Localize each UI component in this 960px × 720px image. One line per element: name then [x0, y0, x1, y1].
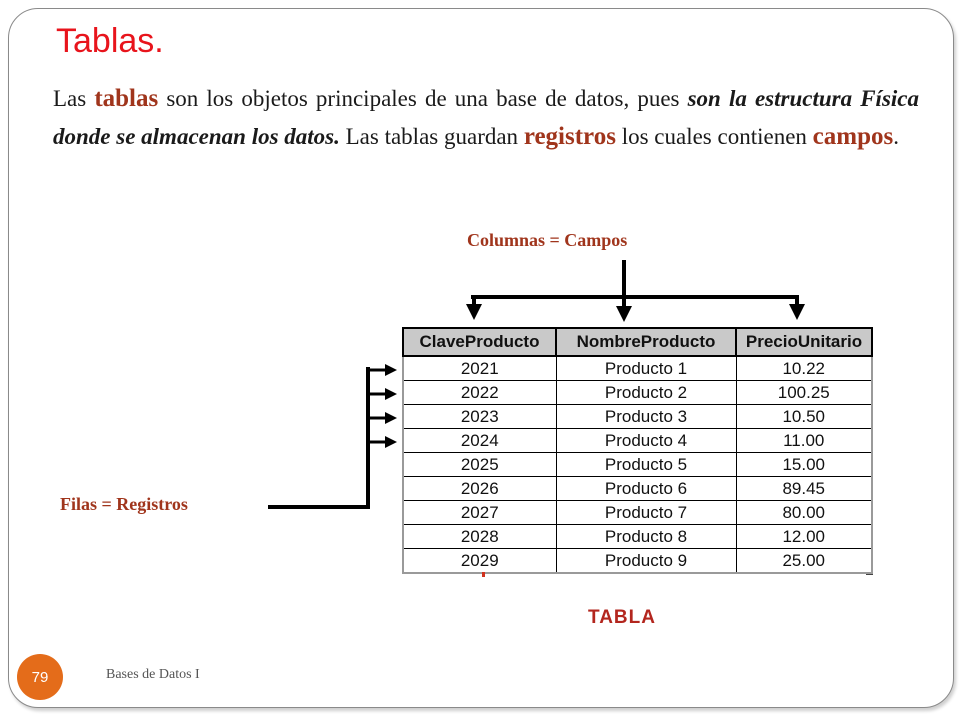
cell-clave: 2023	[403, 405, 556, 429]
table-row	[403, 453, 872, 477]
page-number: 79	[31, 668, 49, 686]
para-emphasis: son la estructura Física donde se almacenan los datos.	[53, 86, 920, 149]
column-arrows	[471, 260, 799, 318]
cell-nombre: Producto 9	[556, 549, 736, 574]
para-term-registros: registros	[523, 123, 616, 150]
table-row	[403, 356, 872, 381]
table-header-row	[403, 328, 872, 356]
para-text-5: .	[893, 124, 899, 149]
cell-precio: 12.00	[736, 525, 872, 549]
table-row	[403, 381, 872, 405]
red-tick-mark	[482, 572, 485, 577]
table-row	[403, 525, 872, 549]
cell-clave: 2029	[403, 549, 556, 574]
dash-mark	[866, 574, 873, 575]
table-row	[403, 501, 872, 525]
cell-nombre: Producto 1	[556, 356, 736, 381]
products-table	[402, 327, 873, 574]
header-nombre-producto: NombreProducto	[556, 328, 736, 356]
cell-precio: 89.45	[736, 477, 872, 501]
footer-text: Bases de Datos I	[106, 667, 200, 682]
cell-precio: 11.00	[736, 429, 872, 453]
cell-clave: 2022	[403, 381, 556, 405]
cell-nombre: Producto 2	[556, 381, 736, 405]
para-term-campos: campos	[812, 123, 894, 150]
cell-clave: 2025	[403, 453, 556, 477]
cell-nombre: Producto 3	[556, 405, 736, 429]
slide-title: Tablas.	[56, 22, 164, 60]
cell-clave: 2024	[403, 429, 556, 453]
cell-nombre: Producto 6	[556, 477, 736, 501]
cell-nombre: Producto 5	[556, 453, 736, 477]
cell-precio: 10.22	[736, 356, 872, 381]
para-text-4: los cuales contienen	[615, 124, 813, 149]
cell-clave: 2027	[403, 501, 556, 525]
cell-clave: 2026	[403, 477, 556, 501]
cell-clave: 2028	[403, 525, 556, 549]
table-row	[403, 429, 872, 453]
cell-precio: 25.00	[736, 549, 872, 574]
row-arrows	[268, 367, 394, 509]
para-text-2: son los objetos principales de una base de datos, pues	[158, 86, 688, 111]
cell-precio: 10.50	[736, 405, 872, 429]
header-precio-unitario: PrecioUnitario	[736, 328, 872, 356]
para-text-3: Las tablas guardan	[339, 124, 524, 149]
table-caption: TABLA	[588, 607, 656, 628]
table-row	[403, 405, 872, 429]
cell-clave: 2021	[403, 356, 556, 381]
cell-precio: 100.25	[736, 381, 872, 405]
page-number-badge	[17, 654, 63, 700]
table-row	[403, 549, 872, 574]
table-row	[403, 477, 872, 501]
rows-label: Filas = Registros	[60, 494, 188, 514]
header-clave-producto: ClaveProducto	[403, 328, 556, 356]
para-text-1: Las	[53, 86, 95, 111]
cell-nombre: Producto 4	[556, 429, 736, 453]
cell-nombre: Producto 7	[556, 501, 736, 525]
columns-label: Columnas = Campos	[467, 230, 628, 250]
cell-precio: 15.00	[736, 453, 872, 477]
cell-nombre: Producto 8	[556, 525, 736, 549]
para-term-tablas: tablas	[94, 85, 159, 112]
cell-precio: 80.00	[736, 501, 872, 525]
